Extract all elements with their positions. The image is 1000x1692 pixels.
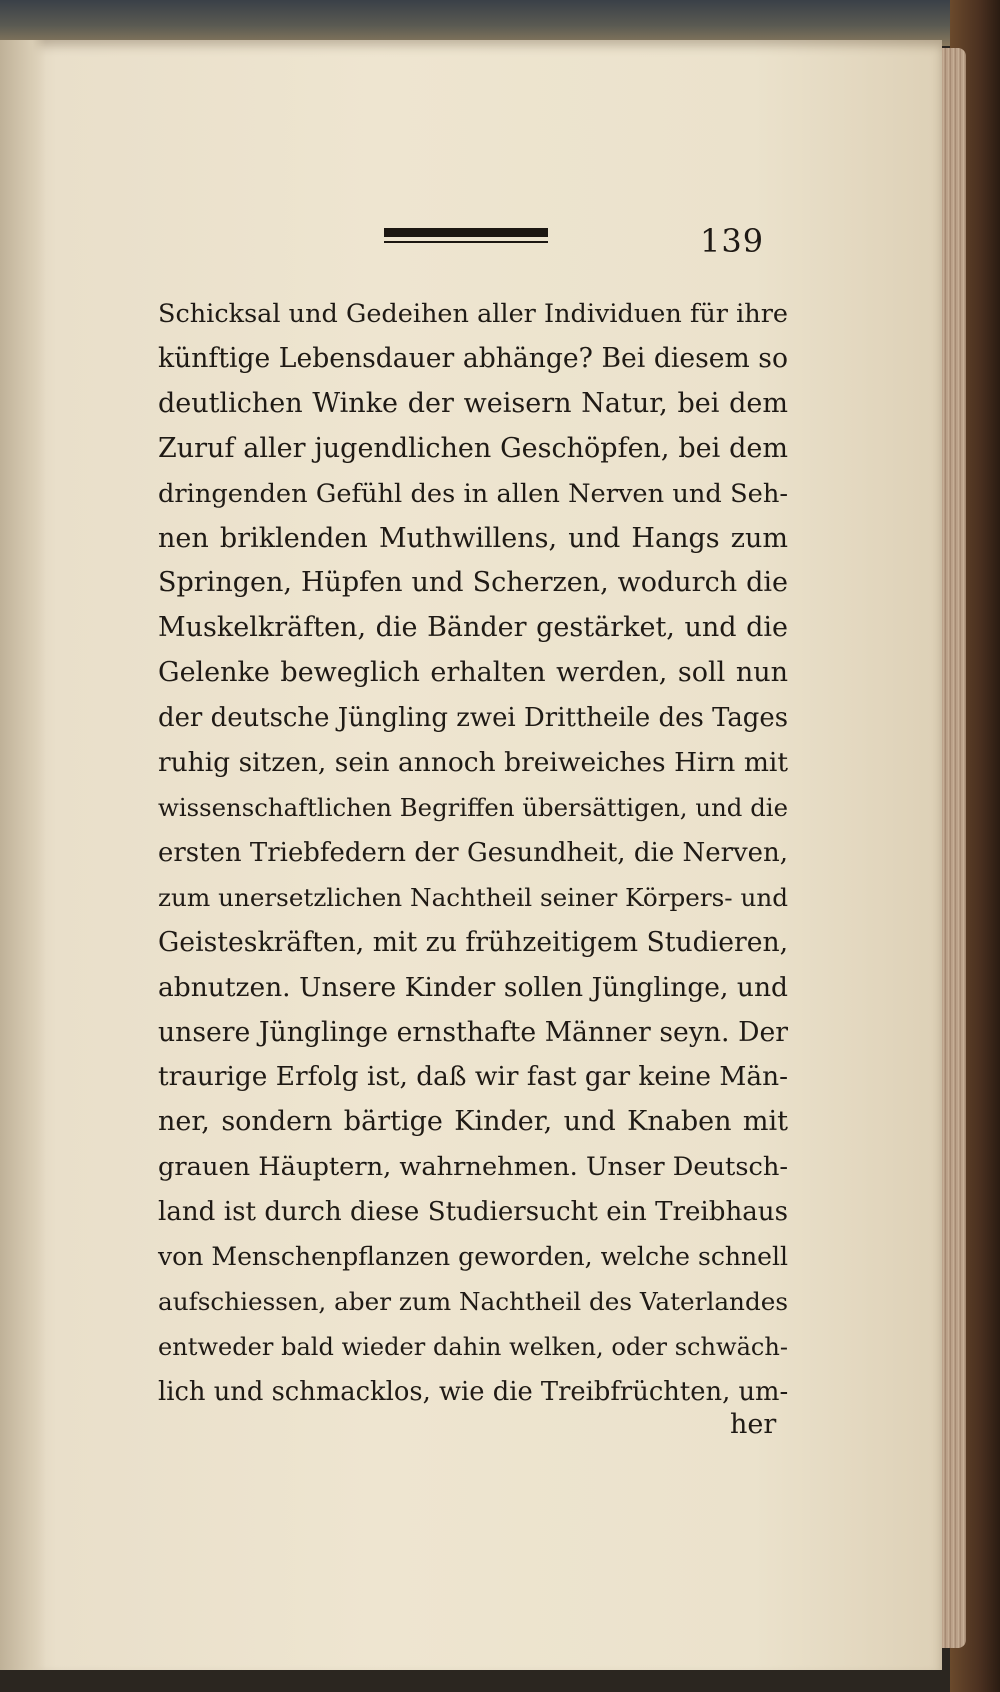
page-gutter <box>0 40 46 1670</box>
text-line: deutlichen Winke der weisern Natur, bei dem <box>158 387 788 419</box>
text-line: Zuruf aller jugendlichen Geschöpfen, bei dem <box>158 432 788 464</box>
text-line: land ist durch diese Studiersucht ein Treibhaus <box>158 1197 788 1228</box>
text-line: Geisteskräften, mit zu frühzeitigem Studieren, <box>158 926 789 958</box>
text-line: Schicksal und Gedeihen aller Individuen für ihre <box>158 299 788 329</box>
text-line: wissenschaftlichen Begriffen übersättigen, und die <box>158 792 788 822</box>
text-line: Gelenke beweglich erhalten werden, soll nun <box>158 657 788 689</box>
text-line: aufschiessen, aber zum Nachtheil des Vaterlandes <box>158 1286 788 1316</box>
text-line: ersten Triebfedern der Gesundheit, die Nerven, <box>158 837 788 868</box>
text-line: grauen Häuptern, wahrnehmen. Unser Deutsch- <box>158 1152 789 1183</box>
text-line: dringenden Gefühl des in allen Nerven und Seh- <box>158 478 788 509</box>
text-line: Springen, Hüpfen und Scherzen, wodurch die <box>158 567 788 599</box>
text-line: künftige Lebensdauer abhänge? Bei diesem so <box>158 342 788 374</box>
page-number: 139 <box>700 222 765 260</box>
header-rule-thick <box>384 228 548 237</box>
text-line: traurige Erfolg ist, daß wir fast gar keine Män- <box>158 1062 788 1093</box>
text-line: von Menschenpflanzen geworden, welche schnell <box>158 1242 789 1272</box>
header-rule-thin <box>384 241 548 243</box>
text-line: Muskelkräften, die Bänder gestärket, und die <box>158 612 788 644</box>
text-line: der deutsche Jüngling zwei Drittheile des Tages <box>158 703 788 734</box>
text-line: ruhig sitzen, sein annoch breiweiches Hirn mit <box>158 747 788 779</box>
text-line: nen briklenden Muthwillens, und Hangs zum <box>158 522 788 554</box>
text-line: lich und schmacklos, wie die Treibfrüchten, um- <box>158 1376 789 1407</box>
text-line: abnutzen. Unsere Kinder sollen Jünglinge, und <box>158 971 788 1003</box>
text-line: ner, sondern bärtige Kinder, und Knaben mit <box>158 1106 788 1138</box>
text-line: zum unersetzlichen Nachtheil seiner Körpers- und <box>158 882 788 912</box>
catchword: her <box>730 1409 777 1440</box>
text-line: entweder bald wieder dahin welken, oder schwäch- <box>158 1332 788 1361</box>
body-text <box>158 292 788 1415</box>
text-line: unsere Jünglinge ernsthafte Männer seyn. Der <box>158 1016 788 1048</box>
